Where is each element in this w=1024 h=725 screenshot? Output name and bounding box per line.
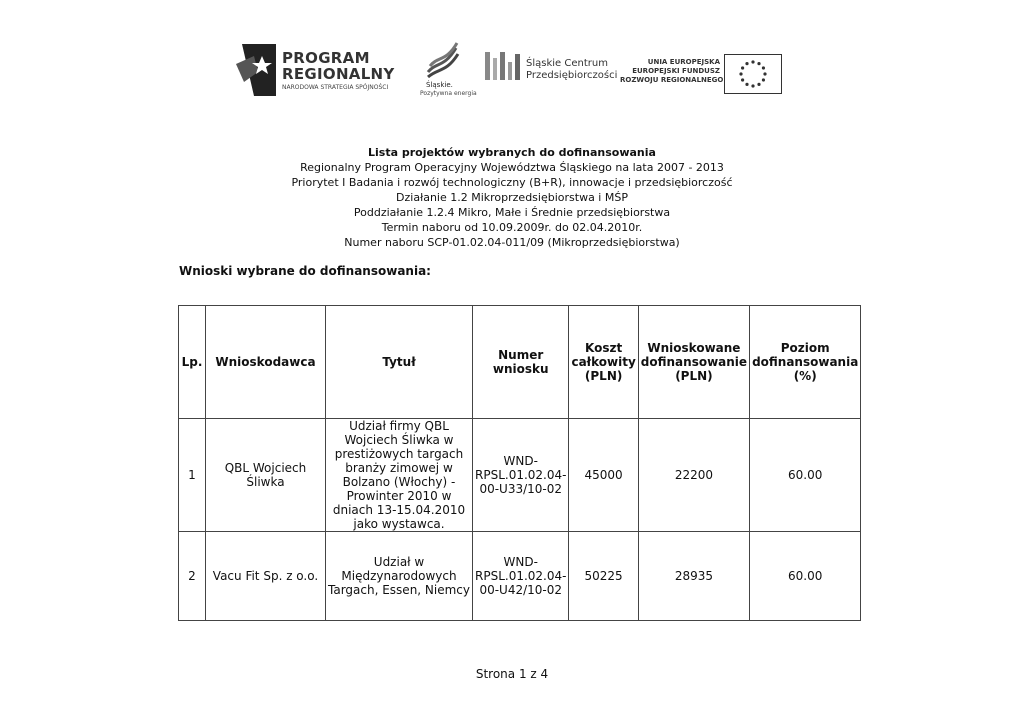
document-heading [0,145,1024,250]
cell-requested: 28935 [638,532,749,621]
logo-bar [0,40,1024,110]
cell-title: Udział firmy QBL Wojciech Śliwka w prestiżowych targach branży zimowej w Bolzano (Włochy) - Prowinter 2010 w dniach 13-15.04.2010 jako wystawca. [326,419,473,532]
slaskie-slogan: Pozytywna energia [420,90,477,97]
program-regionalny-subtitle: NARODOWA STRATEGIA SPÓJNOŚCI [282,84,389,91]
call-number-line: Numer naboru SCP-01.02.04-011/09 (Mikroprzedsiębiorstwa) [344,236,680,249]
action-line: Działanie 1.2 Mikroprzedsiębiorstwa i MŚP [396,191,628,204]
cell-applicant: QBL Wojciech Śliwka [206,419,326,532]
deadline-line: Termin naboru od 10.09.2009r. do 02.04.2010r. [381,221,643,234]
cell-level: 60.00 [750,419,861,532]
projects-table [178,305,861,621]
slaskie-wave-icon [426,42,460,78]
centrum-line2: Przedsiębiorczości [526,70,618,81]
header-level: Poziom dofinansowania (%) [750,306,861,419]
cell-lp: 2 [179,532,206,621]
section-title: Wnioski wybrane do dofinansowania: [179,264,431,278]
slaskie-logo [416,40,476,104]
table-row [179,532,861,621]
cell-total-cost: 50225 [569,532,638,621]
eu-logo [620,40,790,104]
program-regionalny-title: PROGRAM REGIONALNY [282,49,395,83]
header-lp: Lp. [179,306,206,419]
priority-line: Priorytet I Badania i rozwój technologiczny (B+R), innowacje i przedsiębiorczość [291,176,733,189]
cell-applicant: Vacu Fit Sp. z o.o. [206,532,326,621]
cell-total-cost: 45000 [569,419,638,532]
header-number: Numer wniosku [473,306,569,419]
header-applicant: Wnioskodawca [206,306,326,419]
centrum-bars-icon [484,50,522,82]
cell-number: WND-RPSL.01.02.04-00-U42/10-02 [473,532,569,621]
centrum-logo [484,40,618,104]
cell-lp: 1 [179,419,206,532]
cell-requested: 22200 [638,419,749,532]
eu-flag-icon [724,54,782,94]
page-number: Strona 1 z 4 [475,667,549,681]
cell-level: 60.00 [750,532,861,621]
header-total-cost: Koszt całkowity (PLN) [569,306,638,419]
cell-title: Udział w Międzynarodowych Targach, Essen, Niemcy [326,532,473,621]
subaction-line: Poddziałanie 1.2.4 Mikro, Małe i Średnie przedsiębiorstwa [353,206,671,219]
table-row [179,419,861,532]
program-regionalny-emblem-icon [236,42,278,98]
program-line: Regionalny Program Operacyjny Województwa Śląskiego na lata 2007 - 2013 [300,161,724,174]
header-requested: Wnioskowane dofinansowanie (PLN) [638,306,749,419]
cell-number: WND-RPSL.01.02.04-00-U33/10-02 [473,419,569,532]
table-header-row [179,306,861,419]
slaskie-name: Śląskie. [426,81,453,89]
program-regionalny-logo [236,40,406,104]
document-title: Lista projektów wybranych do dofinansowania [368,146,656,159]
centrum-line1: Śląskie Centrum [526,58,608,69]
header-title: Tytuł [326,306,473,419]
eu-text: UNIA EUROPEJSKA EUROPEJSKI FUNDUSZ ROZWOJU REGIONALNEGO [620,58,724,84]
